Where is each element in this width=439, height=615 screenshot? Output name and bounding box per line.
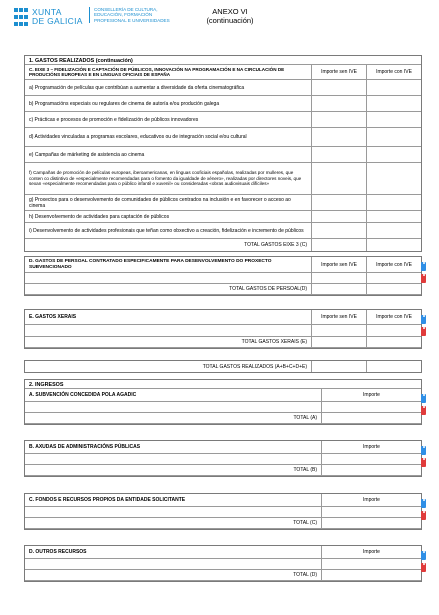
section-ingresos-b: B. AXUDAS DE ADMINISTRACIÓNS PÚBLICAS Importe TOTAL (B): [24, 440, 422, 477]
section-title: 1. GASTOS REALIZADOS (continuación): [25, 56, 421, 65]
input-concept[interactable]: [25, 559, 321, 569]
input-importe[interactable]: [321, 402, 421, 412]
input-concept[interactable]: [25, 454, 321, 464]
table-row: [25, 454, 421, 465]
section-gastos-realizados: [24, 55, 422, 252]
remove-row-icon[interactable]: [421, 274, 426, 283]
logo-line1: XUNTA: [32, 7, 62, 17]
department-name: CONSELLERÍA DE CULTURA, EDUCACIÓN, FORMACIÓN PROFESIONAL E UNIVERSIDADES: [89, 7, 170, 23]
input-con-ive[interactable]: [366, 80, 421, 95]
total-row: TOTAL (C): [25, 518, 421, 529]
input-con-ive[interactable]: [366, 273, 421, 283]
input-con-ive[interactable]: [366, 96, 421, 111]
input-con-ive[interactable]: [366, 112, 421, 127]
input-sen-ive[interactable]: [311, 80, 366, 95]
input-importe[interactable]: [321, 454, 421, 464]
input-con-ive[interactable]: [366, 195, 421, 210]
add-row-icon[interactable]: [421, 394, 426, 403]
table-row: [25, 507, 421, 518]
input-sen-ive[interactable]: [311, 211, 366, 222]
total-gastos-realizados: TOTAL GASTOS REALIZADOS (A+B+C+D+E): [24, 360, 422, 373]
input-sen-ive[interactable]: [311, 112, 366, 127]
input-concept[interactable]: [25, 325, 311, 336]
total-row: TOTAL GASTOS DE PERSOAL(D): [25, 284, 421, 295]
total-con-ive: [366, 239, 421, 251]
exe3-header-row: C. EIXE 3 – FIDELIZACIÓN E CAPTACIÓN DE PÚBLICOS, INNOVACIÓN NA PROGRAMACIÓN E NA CIRCULACIÓN DE PRODUCIÓNS EUROPEAS E EN LINGUAS OFICIAIS DE ESPAÑA Importe sen IVE Importe con IVE: [25, 65, 421, 80]
total-row: TOTAL (D): [25, 570, 421, 581]
add-row-icon[interactable]: [421, 446, 426, 455]
remove-row-icon[interactable]: [421, 327, 426, 336]
add-row-icon[interactable]: [421, 262, 426, 271]
input-con-ive[interactable]: [366, 223, 421, 238]
input-concept[interactable]: [25, 507, 321, 517]
input-sen-ive[interactable]: [311, 195, 366, 210]
section-ingresos-a: 2. INGRESOS A. SUBVENCIÓN CONCEDIDA POLA AGADIC Importe TOTAL (A): [24, 379, 422, 425]
input-sen-ive[interactable]: [311, 128, 366, 146]
table-row: [25, 402, 421, 413]
annex-title: ANEXO VI (continuación): [206, 7, 254, 25]
section-gastos-xerais: E. GASTOS XERAIS Importe sen IVE Importe con IVE TOTAL GASTOS XERAIS (E): [24, 309, 422, 349]
table-row: b) Programacións especiais ou regulares de cinema de autoría e/ou produción galega: [25, 96, 421, 112]
input-con-ive[interactable]: [366, 163, 421, 194]
table-row: d) Actividades vinculadas a programas escolares, educativos ou de integración social e/ou cultural: [25, 128, 421, 147]
remove-row-icon[interactable]: [421, 511, 426, 520]
input-concept[interactable]: [25, 402, 321, 412]
input-con-ive[interactable]: [366, 325, 421, 336]
remove-row-icon[interactable]: [421, 406, 426, 415]
input-importe[interactable]: [321, 559, 421, 569]
table-row: h) Desenvolvemento de actividades para captación de públicos: [25, 211, 421, 223]
table-row: f) Campañas de promoción de películas europeas, iberoamericanas, en linguas cooficiais españolas, realizadas por mulleres, que conten co distintivo de «especialmente recomendadas para o fomento da igualdade de xénero», realizadas por directores noveis, que sexan «especialmente recomendadas para o público infantil e xuvenil» ou consideradas «obras audiovisuais difíciles»: [25, 163, 421, 195]
table-row: a) Programación de películas que contribúan a aumentar a diversidade da oferta cinematográfica: [25, 80, 421, 96]
section-ingresos-d: D. OUTROS RECURSOS Importe TOTAL (D): [24, 545, 422, 582]
table-row: [25, 559, 421, 570]
table-row: [25, 273, 421, 284]
input-importe[interactable]: [321, 507, 421, 517]
input-con-ive[interactable]: [366, 147, 421, 162]
add-row-icon[interactable]: [421, 499, 426, 508]
remove-row-icon[interactable]: [421, 563, 426, 572]
input-con-ive[interactable]: [366, 128, 421, 146]
total-sen-ive: [311, 239, 366, 251]
input-sen-ive[interactable]: [311, 273, 366, 283]
logo-line2: DE GALICIA: [32, 16, 83, 26]
logo-mark-icon: [14, 8, 28, 28]
input-sen-ive[interactable]: [311, 163, 366, 194]
total-row: TOTAL GASTOS EIXE 3 (C): [25, 239, 421, 251]
add-row-icon[interactable]: [421, 315, 426, 324]
input-con-ive[interactable]: [366, 211, 421, 222]
input-sen-ive[interactable]: [311, 223, 366, 238]
section-gastos-persoal: D. GASTOS DE PERSOAL CONTRATADO ESPECIFICAMENTE PARA DESENVOLVEMENTO DO PROXECTO SUBVENCIONADO Importe sen IVE Importe con IVE TOTAL GASTOS DE PERSOAL(D): [24, 256, 422, 296]
table-row: g) Proxectos para o desenvolvemento de comunidades de públicos centrados na inclusión e en favorecer o acceso ao cinema: [25, 195, 421, 211]
xunta-logo: [14, 7, 83, 30]
table-row: [25, 325, 421, 337]
total-row: TOTAL (A): [25, 413, 421, 424]
table-row: i) Desenvolvemento de actividades profesionais que teñan como obxectivo a creación, fidelización e incremento de públicos: [25, 223, 421, 239]
table-row: e) Campañas de márketing de asistencia ao cinema: [25, 147, 421, 163]
remove-row-icon[interactable]: [421, 458, 426, 467]
section-ingresos-c: C. FONDOS E RECURSOS PROPIOS DA ENTIDADE SOLICITANTE Importe TOTAL (C): [24, 493, 422, 530]
input-sen-ive[interactable]: [311, 147, 366, 162]
input-concept[interactable]: [25, 273, 311, 283]
input-sen-ive[interactable]: [311, 96, 366, 111]
input-sen-ive[interactable]: [311, 325, 366, 336]
page-header: [14, 6, 434, 50]
add-row-icon[interactable]: [421, 551, 426, 560]
table-row: c) Prácticas e procesos de promoción e fidelización de públicos innovadores: [25, 112, 421, 128]
total-row: TOTAL (B): [25, 465, 421, 476]
total-row: TOTAL GASTOS XERAIS (E): [25, 337, 421, 348]
